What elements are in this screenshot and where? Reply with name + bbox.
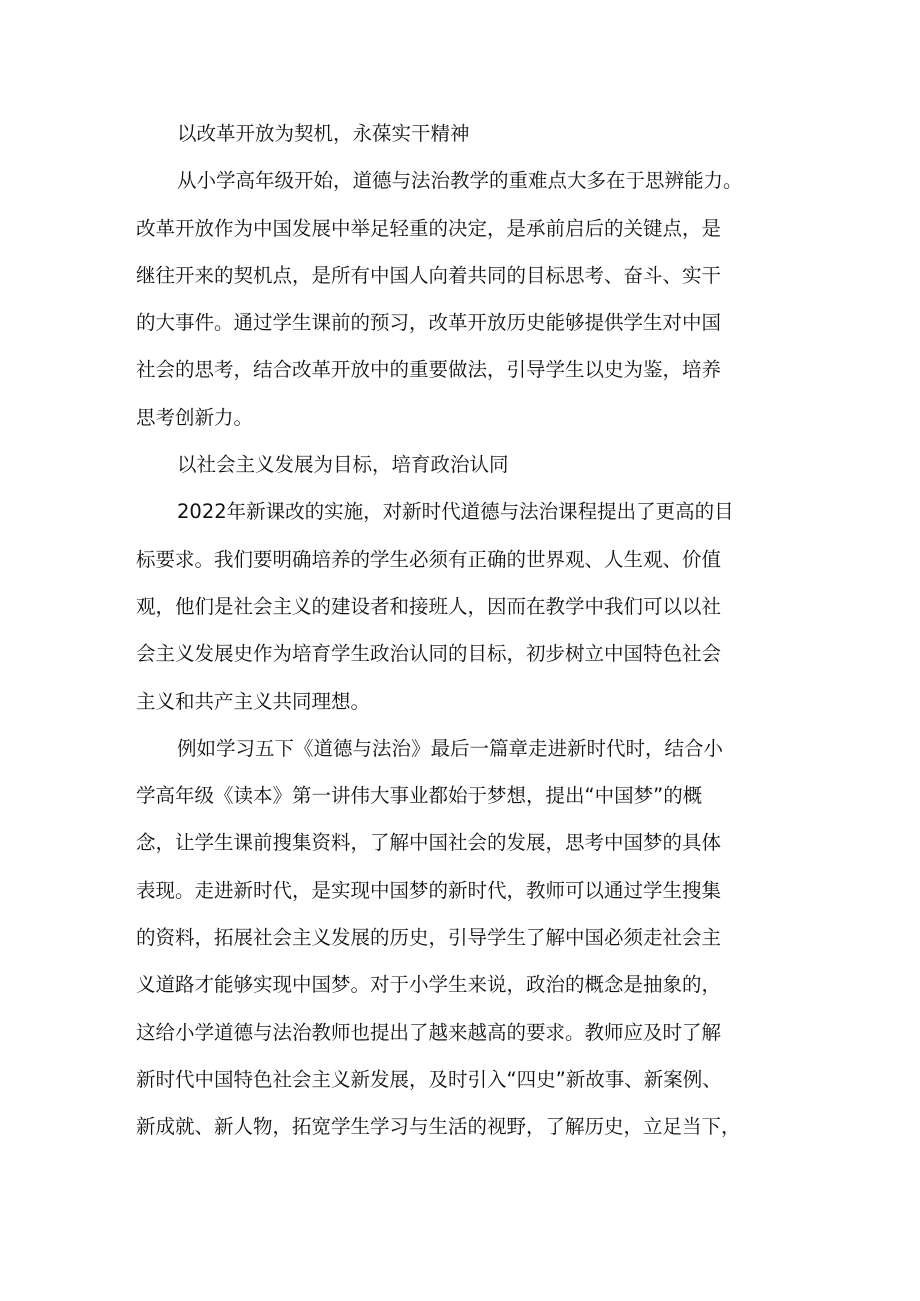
paragraph-first-line: 以社会主义发展为目标，培育政治认同 xyxy=(177,453,509,477)
text-line: 改革开放作为中国发展中举足轻重的决定，是承前启后的关键点，是 xyxy=(136,216,722,240)
paragraph-first-line: 例如学习五下《道德与法治》最后一篇章走进新时代时，结合小 xyxy=(177,736,724,760)
text-line: 思考创新力。 xyxy=(136,405,254,429)
document-body xyxy=(136,110,786,1151)
text-line: 这给小学道德与法治教师也提出了越来越高的要求。教师应及时了解 xyxy=(136,1020,722,1044)
text-line: 观，他们是社会主义的建设者和接班人，因而在教学中我们可以以社 xyxy=(136,594,722,618)
text-line: 社会的思考，结合改革开放中的重要做法，引导学生以史为鉴，培养 xyxy=(136,358,722,382)
text-line: 会主义发展史作为培育学生政治认同的目标，初步树立中国特色社会 xyxy=(136,642,722,666)
text-line: 的资料，拓展社会主义发展的历史，引导学生了解中国必须走社会主 xyxy=(136,926,722,950)
text-line: 继往开来的契机点，是所有中国人向着共同的目标思考、奋斗、实干 xyxy=(136,263,722,287)
paragraph-first-line: 2022年新课改的实施，对新时代道德与法治课程提出了更高的目 xyxy=(177,500,734,524)
text-line: 标要求。我们要明确培养的学生必须有正确的世界观、人生观、价值 xyxy=(136,547,722,571)
text-line: 新时代中国特色社会主义新发展，及时引入“四史”新故事、新案例、 xyxy=(136,1067,722,1091)
text-line: 表现。走进新时代，是实现中国梦的新时代，教师可以通过学生搜集 xyxy=(136,878,722,902)
text-line: 主义和共产主义共同理想。 xyxy=(136,689,371,713)
paragraph-first-line: 从小学高年级开始，道德与法治教学的重难点大多在于思辨能力。 xyxy=(177,169,743,193)
text-line: 新成就、新人物，拓宽学生学习与生活的视野，了解历史，立足当下， xyxy=(136,1115,741,1139)
text-line: 的大事件。通过学生课前的预习，改革开放历史能够提供学生对中国 xyxy=(136,311,722,335)
text-line: 念，让学生课前搜集资料，了解中国社会的发展，思考中国梦的具体 xyxy=(136,831,722,855)
text-line: 学高年级《读本》第一讲伟大事业都始于梦想，提出“中国梦”的概 xyxy=(136,784,703,808)
paragraph-first-line: 以改革开放为契机，永葆实干精神 xyxy=(177,122,470,145)
text-line: 义道路才能够实现中国梦。对于小学生来说，政治的概念是抽象的， xyxy=(136,973,722,997)
